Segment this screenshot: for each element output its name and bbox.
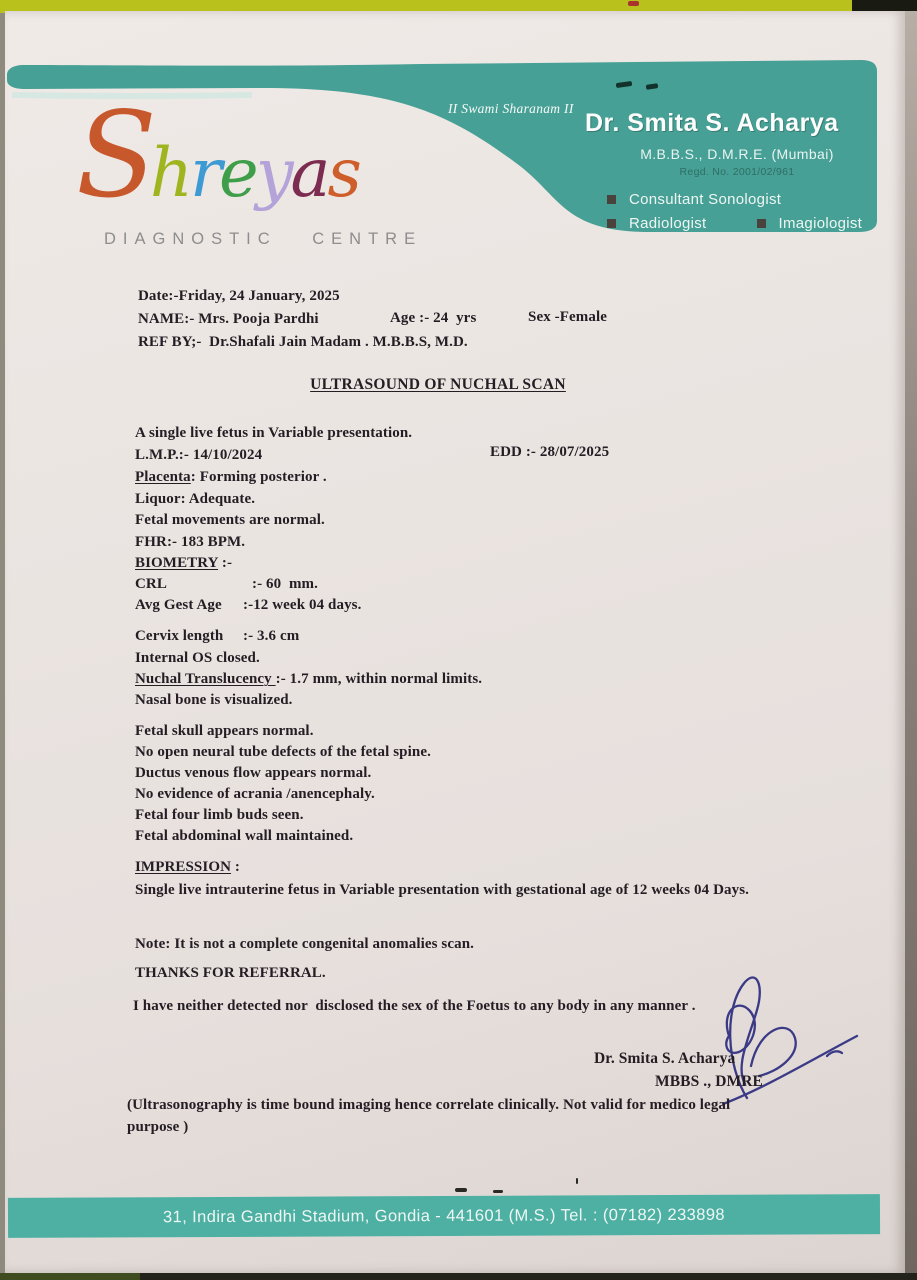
fhr-line: FHR:- 183 BPM. [135, 534, 246, 550]
report-title: ULTRASOUND OF NUCHAL SCAN [310, 376, 566, 393]
logo-letter: r [190, 134, 220, 212]
doctor-role: Radiologist [629, 215, 707, 232]
placenta-label: Placenta [135, 469, 191, 485]
patient-name: NAME:- Mrs. Pooja Pardhi [138, 311, 319, 327]
patient-date: Date:-Friday, 24 January, 2025 [138, 288, 340, 304]
doctor-role: Imagiologist [778, 215, 863, 232]
doctor-signature [665, 966, 870, 1116]
backdrop-speck [628, 1, 639, 6]
biometry-heading [135, 555, 232, 572]
doctor-role: Consultant Sonologist [629, 191, 782, 208]
backdrop-bottom-corner [0, 1273, 140, 1280]
nasal-bone-line: Nasal bone is visualized. [135, 692, 293, 708]
gest-age-value: :-12 week 04 days. [243, 597, 362, 613]
bullet-square-icon [607, 219, 616, 228]
biometry-label: BIOMETRY [135, 555, 219, 571]
placenta-value: : Forming posterior . [190, 469, 327, 485]
finding-line: Fetal abdominal wall maintained. [135, 828, 354, 844]
finding-line: Fetal four limb buds seen. [135, 807, 304, 823]
finding-line: Fetal skull appears normal. [135, 723, 314, 739]
thanks-line: THANKS FOR REFERRAL. [135, 965, 326, 981]
impression-text: Single live intrauterine fetus in Variable presentation with gestational age of 12 weeks 04 Days. [135, 882, 749, 898]
placenta-line [135, 469, 327, 486]
nuchal-translucency-line [135, 671, 482, 688]
liquor-line: Liquor: Adequate. [135, 491, 256, 507]
impression-label: IMPRESSION [135, 859, 232, 875]
logo-letter: S [76, 86, 154, 224]
lmp-line: L.M.P.:- 14/10/2024 [135, 447, 263, 463]
clinic-logo-subtitle: DIAGNOSTIC CENTRE [104, 230, 423, 248]
signatory-name: Dr. Smita S. Acharya [594, 1050, 736, 1067]
patient-referred-by: REF BY;- Dr.Shafali Jain Madam . M.B.B.S, M.D. [138, 334, 468, 350]
internal-os-line: Internal OS closed. [135, 650, 260, 666]
finding-line: No evidence of acrania /anencephaly. [135, 786, 375, 802]
nt-label: Nuchal Translucency [135, 671, 276, 687]
bullet-square-icon [757, 219, 766, 228]
fetal-movements-line: Fetal movements are normal. [135, 512, 325, 528]
doctor-registration-number: Regd. No. 2001/02/961 [679, 166, 795, 178]
print-artifact [576, 1178, 578, 1184]
declaration-text: I have neither detected nor disclosed the sex of the Foetus to any body in any manner . [133, 998, 696, 1014]
crl-value: :- 60 mm. [252, 576, 318, 592]
logo-letter: s [327, 134, 359, 212]
print-artifact [493, 1190, 503, 1193]
impression-colon: : [231, 859, 240, 875]
footer-address-bar [8, 1194, 880, 1238]
finding-line: Ductus venous flow appears normal. [135, 765, 372, 781]
logo-letter: a [290, 134, 328, 212]
cervix-label: Cervix length [135, 628, 224, 644]
footer-address: 31, Indira Gandhi Stadium, Gondia - 441601 (M.S.) Tel. : (07182) 233898 [162, 1205, 725, 1226]
invocation-text: II Swami Sharanam II [448, 101, 574, 116]
doctor-name: Dr. Smita S. Acharya [585, 109, 839, 137]
patient-sex: Sex -Female [528, 309, 607, 325]
nt-value: :- 1.7 mm, within normal limits. [275, 671, 483, 687]
gest-age-label: Avg Gest Age [135, 597, 222, 613]
logo-letter: h [149, 134, 190, 212]
logo-letter: e [219, 134, 256, 212]
doctor-role-row [607, 191, 781, 208]
print-artifact [455, 1188, 467, 1192]
impression-heading [135, 859, 240, 876]
cervix-value: :- 3.6 cm [243, 628, 300, 644]
disclaimer-text: (Ultrasonography is time bound imaging hence correlate clinically. Not valid for medico legal purpose ) [127, 1097, 735, 1135]
crl-label: CRL [135, 576, 167, 592]
clinic-logo [76, 86, 359, 224]
signatory-qualifications: MBBS ., DMRE [655, 1073, 763, 1090]
doctor-role-row [607, 215, 862, 232]
logo-letter: y [255, 134, 291, 212]
note-line: Note: It is not a complete congenital anomalies scan. [135, 936, 475, 952]
finding-line: No open neural tube defects of the fetal spine. [135, 744, 431, 760]
bullet-square-icon [607, 195, 616, 204]
patient-age: Age :- 24 yrs [390, 310, 477, 326]
presentation-line: A single live fetus in Variable presentation. [135, 425, 413, 441]
edd-line: EDD :- 28/07/2025 [490, 444, 610, 460]
biometry-colon: :- [218, 555, 233, 571]
doctor-qualifications: M.B.B.S., D.M.R.E. (Mumbai) [640, 146, 834, 162]
